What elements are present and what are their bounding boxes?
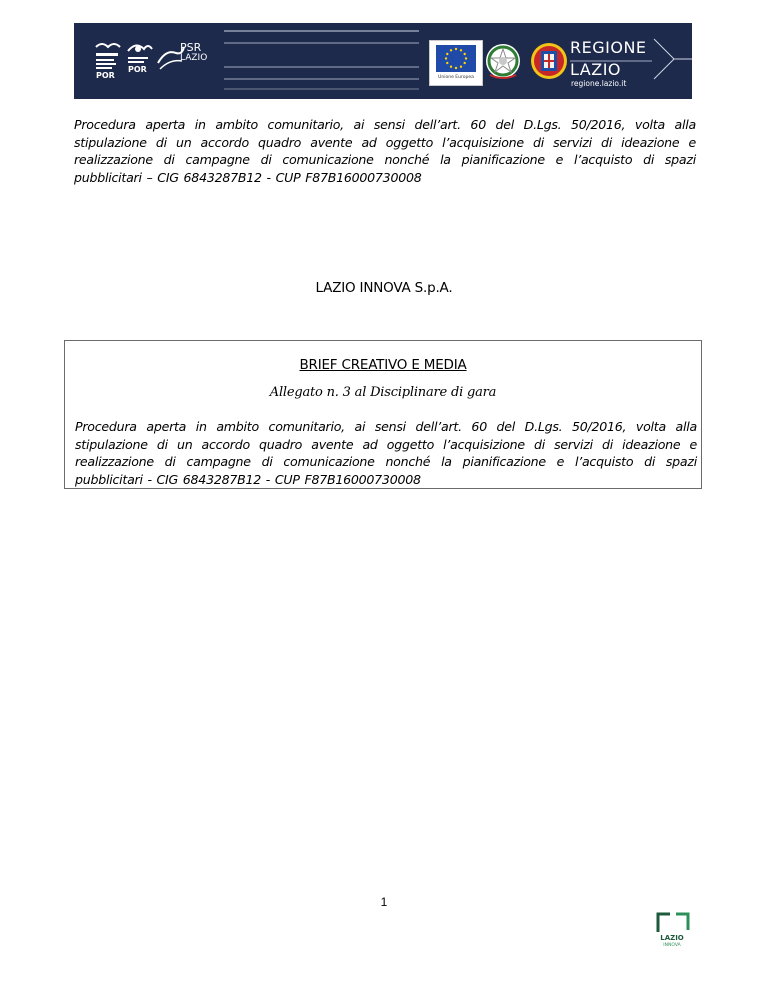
- company-name: LAZIO INNOVA S.p.A.: [315, 280, 453, 296]
- regione-line-1: REGIONE: [570, 38, 647, 57]
- por-fse-logo: [124, 41, 154, 85]
- allegato-subtitle: Allegato n. 3 al Disciplinare di gara: [269, 385, 497, 400]
- box-line: realizzazione di campagne di comunicazione nonché la pianificazione e l’acquisto di spazi: [75, 454, 697, 470]
- heading-line: Procedura aperta in ambito comunitario, ai sensi dell’art. 60 del D.Lgs. 50/2016, volta alla: [74, 117, 696, 132]
- por-label-2: POR: [128, 65, 147, 74]
- eu-caption: Unione Europea: [438, 75, 474, 80]
- header-banner: [74, 23, 692, 99]
- por-label: POR: [96, 71, 115, 80]
- heading-line: realizzazione di campagne di comunicazione nonché la pianificazione e l’acquisto di spazi: [74, 152, 696, 168]
- italian-republic-emblem: [484, 41, 522, 81]
- procedure-heading: [74, 116, 696, 187]
- regione-line-2: LAZIO: [570, 60, 621, 79]
- psr-label: PSR: [180, 41, 202, 54]
- page-number: 1: [380, 895, 388, 909]
- brief-title: BRIEF CREATIVO E MEDIA: [299, 357, 467, 373]
- box-line: pubblicitari - CIG 6843287B12 - CUP F87B16000730008: [75, 472, 421, 488]
- eu-flag-logo: [429, 40, 483, 86]
- por-fesr-logo: [92, 41, 122, 85]
- psr-sub-label: LAZIO: [180, 53, 208, 63]
- heading-line: pubblicitari – CIG 6843287B12 - CUP F87B16000730008: [74, 170, 422, 186]
- lazio-innova-word: LAZIO: [660, 934, 684, 942]
- lazio-innova-sub: INNOVA: [663, 943, 681, 948]
- brief-box: [64, 340, 702, 489]
- heading-line: stipulazione di un accordo quadro avente ad oggetto l’acquisizione di servizi di ideazione e: [74, 134, 696, 150]
- regione-lazio-wordmark: [570, 39, 647, 79]
- box-line: Procedura aperta in ambito comunitario, ai sensi dell’art. 60 del D.Lgs. 50/2016, volta alla: [75, 419, 697, 434]
- regione-url: regione.lazio.it: [571, 79, 627, 88]
- regione-lazio-emblem: [529, 39, 569, 83]
- psr-lazio-logo: [156, 39, 216, 85]
- box-procedure-text: [75, 418, 697, 489]
- box-line: stipulazione di un accordo quadro avente ad oggetto l’acquisizione di servizi di ideazione e: [75, 436, 697, 452]
